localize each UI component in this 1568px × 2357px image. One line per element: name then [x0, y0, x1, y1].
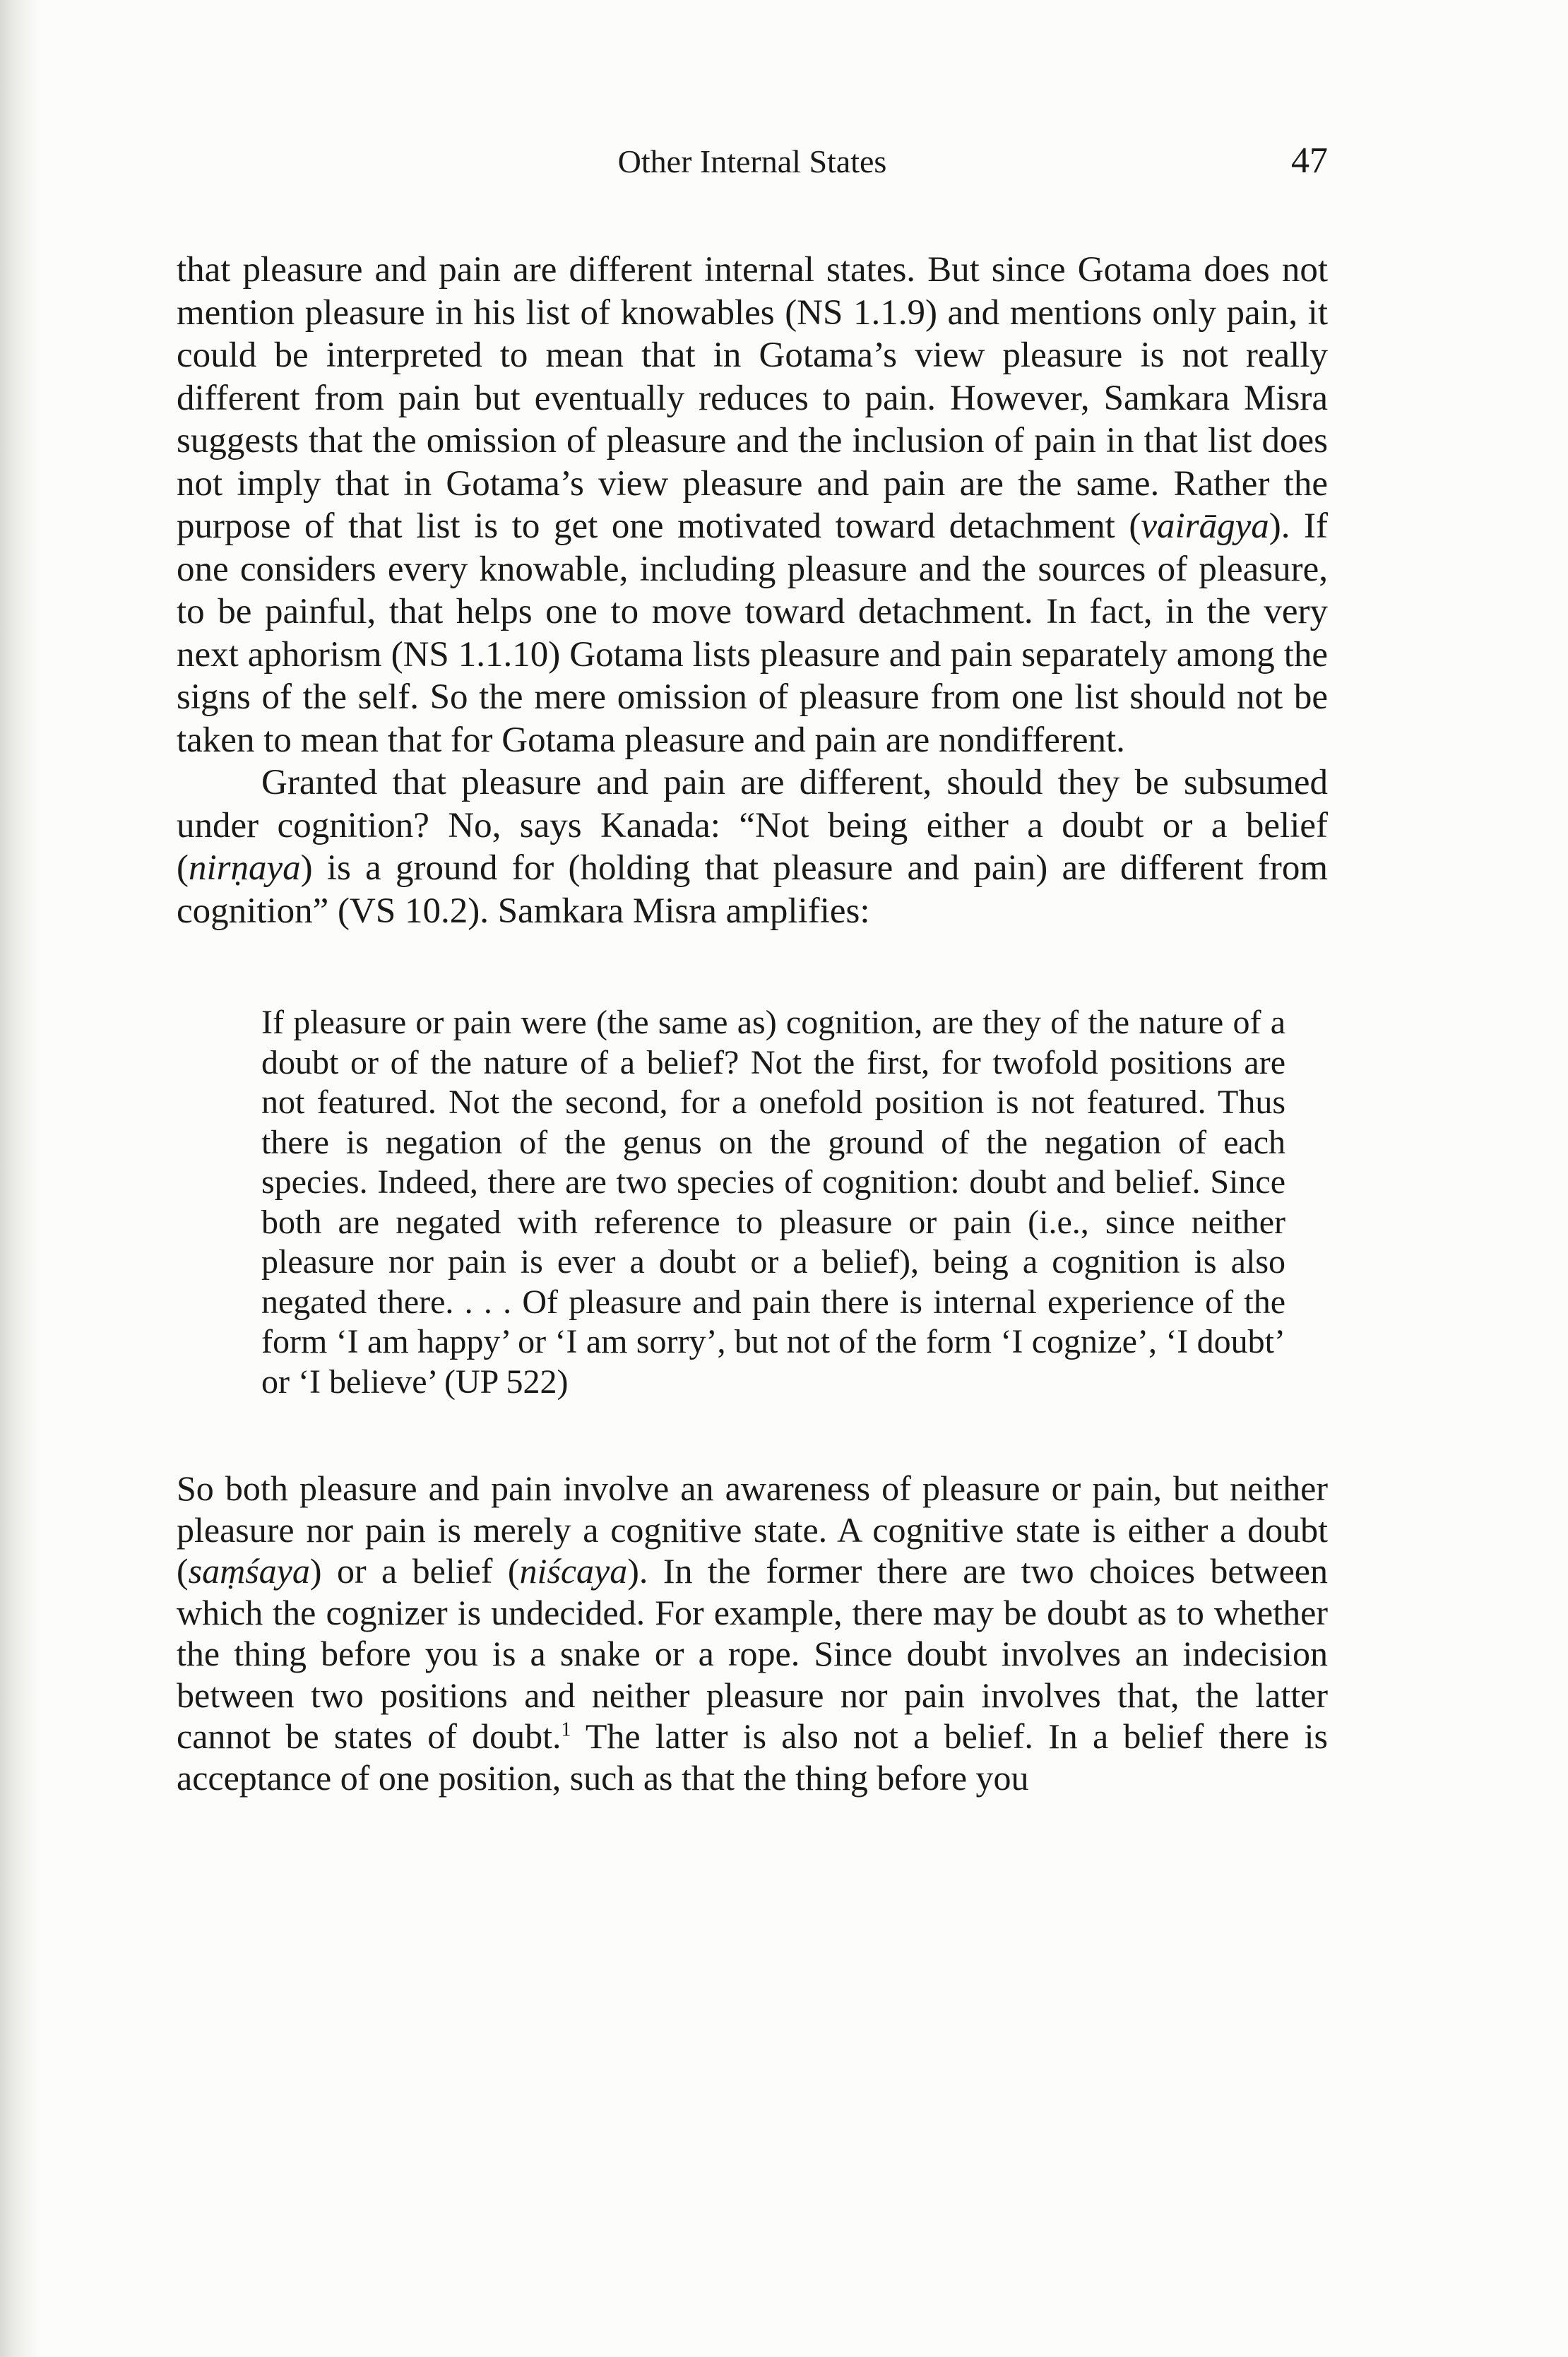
paragraph-1-text-b: ). If one considers every knowable, including pleasure and the sources of pleasure, to be painful, that helps one to move toward detachment. In fact, in the very next aphorism (NS 1.1.10) Gotama lists pleasure and pain separately among the signs of the self. So the mere omission of pleasure from one list should not be taken to mean that for Gotama pleasure and pain are nondifferent. — [177, 506, 1329, 760]
paragraph-2 — [177, 761, 1328, 932]
page-body — [177, 249, 1328, 1798]
page-header — [177, 134, 1328, 191]
running-title: Other Internal States — [617, 143, 887, 179]
term-niscaya: niścaya — [519, 1551, 628, 1591]
term-samsaya: saṃśaya — [188, 1551, 310, 1591]
paragraph-3-wrap — [177, 1468, 1328, 1798]
term-vairagya: vairāgya — [1141, 506, 1269, 546]
paragraph-3-text-a: So both pleasure and pain involve an awareness of pleasure or pain, but neither pleasure nor pain is merely a cognitive state. A cognitive state is either a doubt ( — [177, 1468, 1328, 1591]
paragraph-3-text-b: ) or a belief ( — [309, 1551, 520, 1591]
paragraph-3 — [177, 1468, 1328, 1798]
paragraph-1 — [177, 249, 1328, 761]
paragraph-3-text-c: ). In the former there are two choices between which the cognizer is undecided. For example, there may be doubt as to whether the thing before you is a snake or a rope. Since doubt involves an indecision between two positions and neither pleasure nor pain involves that, the latter cannot be states of doubt. — [177, 1551, 1328, 1756]
footnote-marker[interactable]: 1 — [561, 1718, 571, 1741]
paragraph-3-text-d: The latter is also not a belief. In a belief there is acceptance of one position, such as that the thing before you — [177, 1716, 1328, 1798]
page-number: 47 — [1291, 141, 1328, 181]
block-quote: If pleasure or pain were (the same as) cognition, are they of the nature of a doubt or of the nature of a belief? Not the first, for twofold positions are not featured. Not the second, for a onefold position is not featured. Thus there is negation of the genus on the ground of the negation of each species. Indeed, there are two species of cognition: doubt and belief. Since both are negated with reference to pleasure or pain (i.e., since neither pleasure nor pain is ever a doubt or a belief), being a cognition is also negated there. . . . Of pleasure and pain there is internal experience of the form ‘I am happy’ or ‘I am sorry’, but not of the form ‘I cognize’, ‘I doubt’ or ‘I believe’ (UP 522) — [261, 1004, 1285, 1401]
scan-margin-shadow — [0, 0, 40, 2357]
term-nirnaya: nirṇaya — [188, 848, 301, 888]
paragraph-1-text-a: that pleasure and pain are different internal states. But since Gotama does not mention pleasure in his list of knowables (NS 1.1.9) and mentions only pain, it could be interpreted to mean that in Gotama’s view pleasure is not really different from pain but eventually reduces to pain. However, Samkara Misra suggests that the omission of pleasure and the inclusion of pain in that list does not imply that in Gotama’s view pleasure and pain are the same. Rather the purpose of that list is to get one motivated toward detachment ( — [177, 250, 1328, 546]
paragraph-2-text-b: ) is a ground for (holding that pleasure and pain) are different from cognition” (VS 10.2). Samkara Misra amplifies: — [177, 848, 1328, 931]
paragraph-2-text-a: Granted that pleasure and pain are different, should they be subsumed under cognition? No, says Kanada: “Not being either a doubt or a belief ( — [177, 763, 1328, 888]
